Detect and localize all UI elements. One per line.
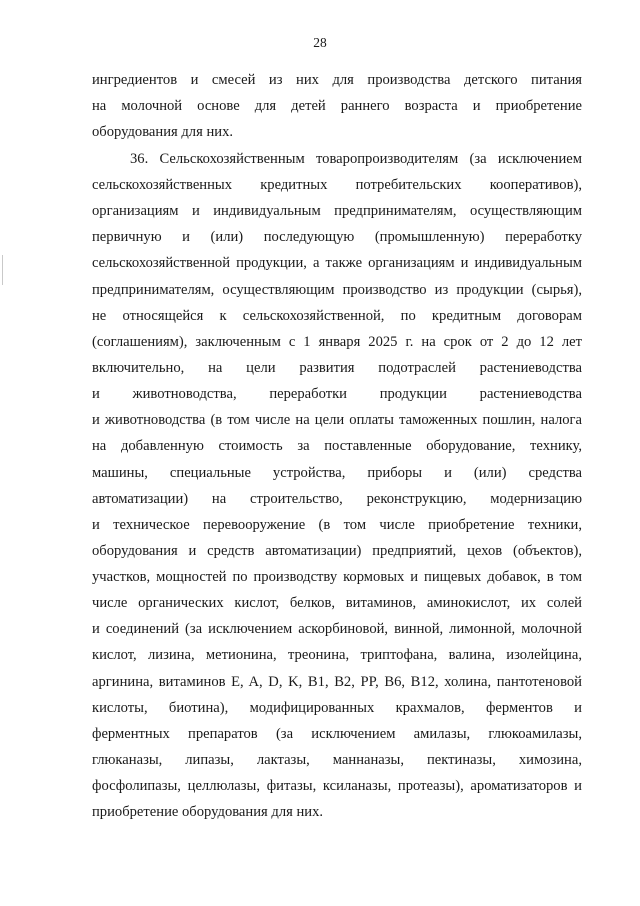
text-line: и животноводства, переработки продукции растениеводства <box>92 386 582 402</box>
text-line: аргинина, витаминов E, A, D, K, B1, B2, PP, B6, B12, холина, пантотеновой <box>92 674 582 690</box>
text-line: глюканазы, липазы, лактазы, маннаназы, пектиназы, химозина, <box>92 752 582 768</box>
text-line: ферментных препаратов (за исключением амилазы, глюкоамилазы, <box>92 726 582 742</box>
text-line: и техническое перевооружение (в том числе приобретение техники, <box>92 517 582 533</box>
paragraph-36-first-line: 36. Сельскохозяйственным товаропроизводителям (за исключением <box>130 151 582 167</box>
text-line: сельскохозяйственной продукции, а также организациям и индивидуальным <box>92 255 582 271</box>
text-line: и животноводства (в том числе на цели оплаты таможенных пошлин, налога <box>92 412 582 428</box>
text-line: машины, специальные устройства, приборы и (или) средства <box>92 465 582 481</box>
text-line: кислоты, биотина), модифицированных крахмалов, ферментов и <box>92 700 582 716</box>
text-line: ингредиентов и смесей из них для производства детского питания <box>92 72 582 88</box>
text-line: участков, мощностей по производству кормовых и пищевых добавок, в том <box>92 569 582 585</box>
text-line: фосфолипазы, целлюлазы, фитазы, ксиланазы, протеазы), ароматизаторов и <box>92 778 582 794</box>
text-line: включительно, на цели развития подотраслей растениеводства <box>92 360 582 376</box>
text-line: оборудования и средств автоматизации) предприятий, цехов (объектов), <box>92 543 582 559</box>
text-line: не относящейся к сельскохозяйственной, по кредитным договорам <box>92 308 582 324</box>
text-line: организациям и индивидуальным предпринимателям, осуществляющим <box>92 203 582 219</box>
text-line: и соединений (за исключением аскорбиновой, винной, лимонной, молочной <box>92 621 582 637</box>
text-line: сельскохозяйственных кредитных потребительских кооперативов), <box>92 177 582 193</box>
text-line: оборудования для них. <box>92 124 234 140</box>
page-number: 28 <box>313 35 327 50</box>
text-line: автоматизации) на строительство, реконструкцию, модернизацию <box>92 491 582 507</box>
text-line: первичную и (или) последующую (промышленную) переработку <box>92 229 582 245</box>
text-line: (соглашениям), заключенным с 1 января 2025 г. на срок от 2 до 12 лет <box>92 334 582 350</box>
text-line: на добавленную стоимость за поставленные оборудование, технику, <box>92 438 582 454</box>
text-line: числе органических кислот, белков, витаминов, аминокислот, их солей <box>92 595 582 611</box>
scan-edge-mark <box>2 255 3 285</box>
text-line: на молочной основе для детей раннего возраста и приобретение <box>92 98 582 114</box>
text-line: предпринимателям, осуществляющим производство из продукции (сырья), <box>92 282 582 298</box>
text-line: приобретение оборудования для них. <box>92 804 324 820</box>
text-line: кислот, лизина, метионина, треонина, триптофана, валина, изолейцина, <box>92 647 582 663</box>
